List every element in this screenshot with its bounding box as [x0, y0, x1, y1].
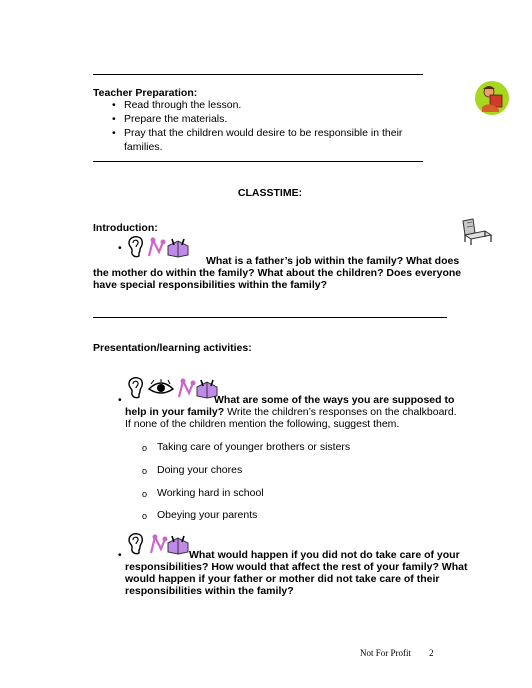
circle-bullet: o: [142, 443, 148, 453]
page-number: 2: [429, 648, 434, 658]
consequence-question-line3: would happen if your father or mother did not take care of their: [125, 573, 440, 585]
circle-bullet: o: [142, 489, 148, 499]
introduction-heading: Introduction:: [93, 222, 158, 234]
walking-feet-icon: [176, 377, 196, 399]
chair-clipart: [459, 217, 495, 247]
bullet: •: [118, 549, 122, 561]
intro-bottom-rule: [93, 317, 447, 318]
reading-child-clipart: [473, 79, 511, 117]
intro-question-line1: What is a father’s job within the family? What does: [206, 255, 460, 267]
presentation-heading: Presentation/learning activities:: [93, 342, 252, 354]
prep-bottom-rule: [93, 161, 423, 162]
ear-icon: [125, 235, 145, 259]
list-item: • Read through the lesson.: [112, 99, 412, 112]
ear-icon: [125, 375, 145, 401]
footer-text: Not For Profit: [360, 648, 412, 658]
walking-feet-icon: [146, 236, 166, 258]
eye-icon: [147, 379, 175, 397]
list-item: Doing your chores: [157, 464, 243, 476]
list-item: Obeying your parents: [157, 509, 258, 521]
top-rule: [93, 74, 423, 75]
list-item: Taking care of younger brothers or sisters: [157, 441, 351, 453]
intro-question-line3: have special responsibilities within the family?: [93, 279, 327, 291]
circle-bullet: o: [142, 511, 148, 521]
book-hands-icon: [166, 236, 190, 258]
book-hands-icon: [166, 533, 190, 555]
teacher-prep-heading: Teacher Preparation:: [93, 87, 198, 99]
consequence-question-line4: responsibilities within the family?: [125, 585, 294, 597]
activity-instruction-line3: If none of the children mention the following, suggest them.: [125, 418, 400, 430]
activity-instruction: Write the children’s responses on the chalkboard.: [227, 406, 457, 418]
list-item-continuation: families.: [124, 141, 163, 153]
teacher-prep-list: [112, 99, 412, 154]
intro-question-line2: the mother do within the family? What about the children? Does everyone: [93, 267, 462, 279]
bullet: •: [118, 394, 122, 406]
circle-bullet: o: [142, 466, 148, 476]
consequence-question-line2: responsibilities? How would that affect the rest of your family? What: [125, 561, 468, 573]
walking-feet-icon: [148, 533, 168, 555]
classtime-heading: CLASSTIME:: [237, 187, 303, 199]
consequence-question-line1: What would happen if you did not do take care of your: [189, 549, 460, 561]
list-item: • Pray that the children would desire to be responsible in their: [112, 127, 412, 140]
ear-icon: [125, 531, 145, 557]
list-item: Working hard in school: [157, 487, 264, 499]
bullet: •: [118, 242, 122, 254]
activity-question-line1: What are some of the ways you are supposed to: [214, 394, 455, 406]
list-item: • Prepare the materials.: [112, 113, 412, 126]
activity-question-bold: help in your family?: [125, 406, 225, 418]
